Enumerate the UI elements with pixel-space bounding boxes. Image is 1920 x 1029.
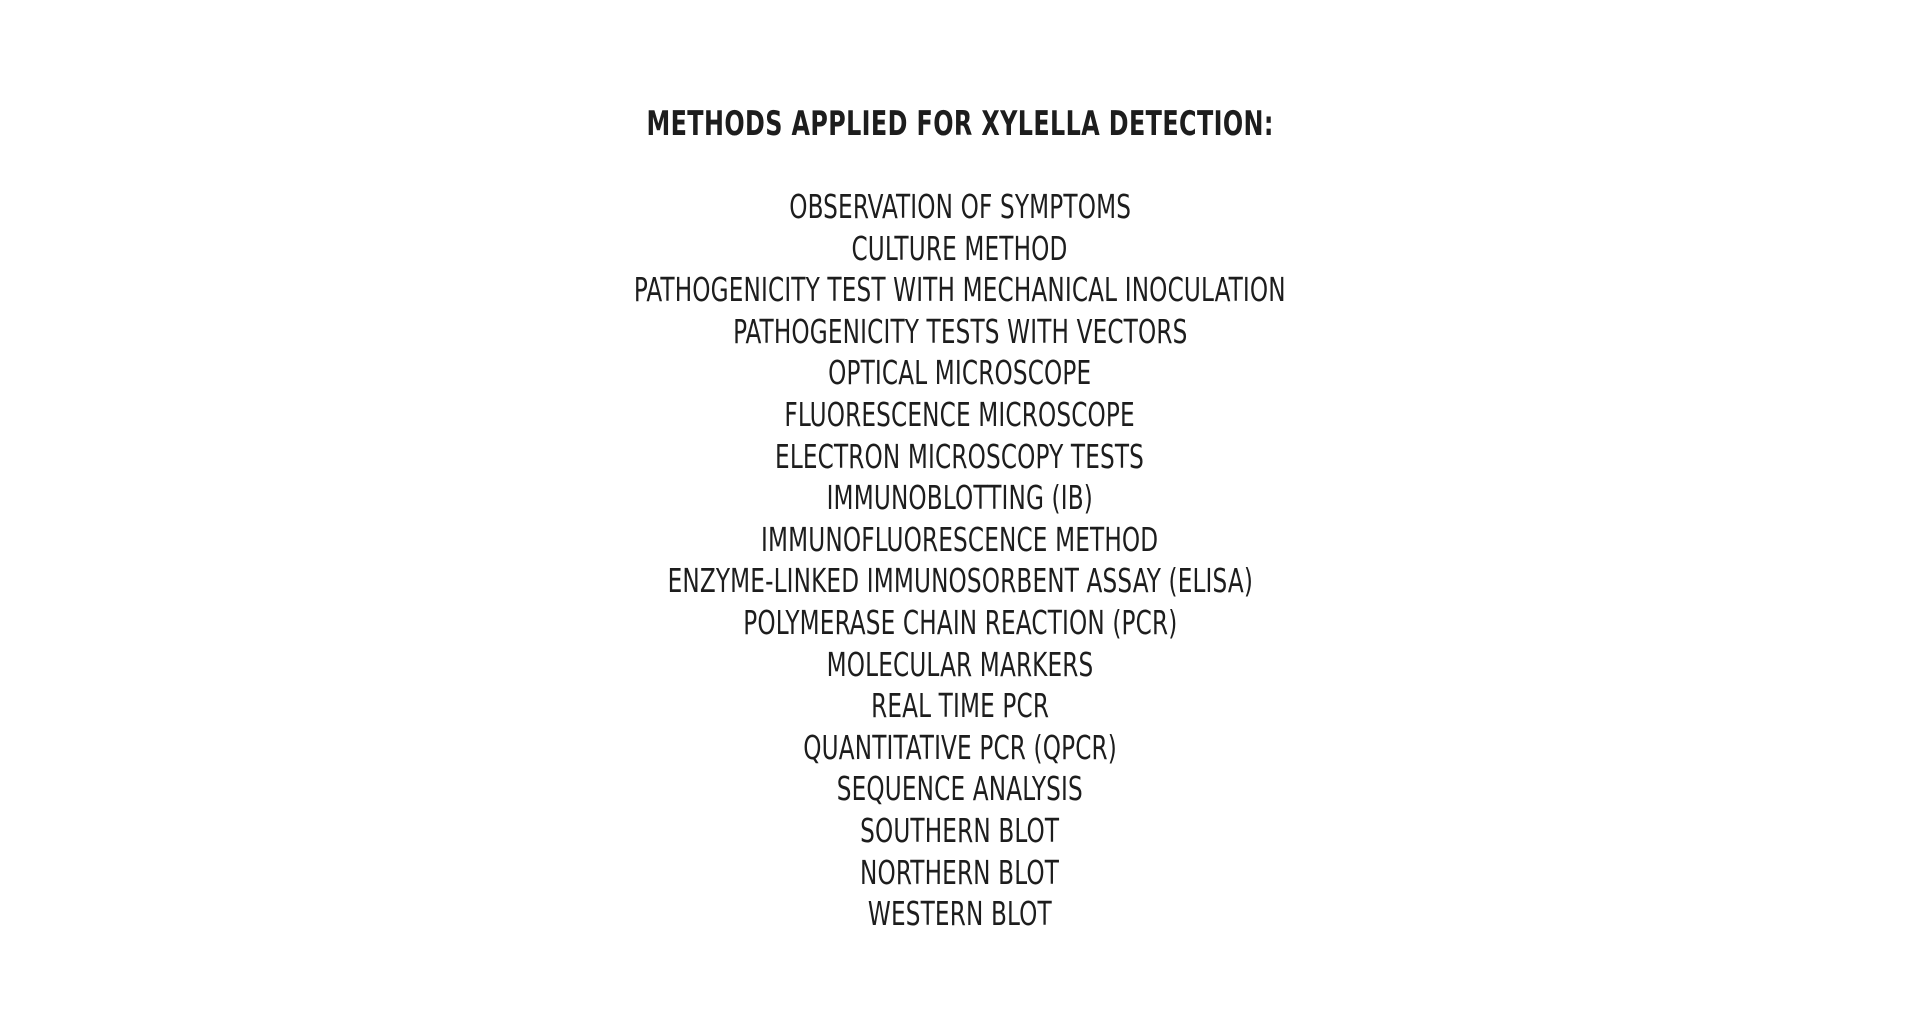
methods-list bbox=[542, 186, 1378, 935]
method-item: SOUTHERN BLOT bbox=[860, 810, 1060, 850]
method-item: WESTERN BLOT bbox=[868, 894, 1052, 934]
page-title: METHODS APPLIED FOR XYLELLA DETECTION: bbox=[646, 104, 1274, 144]
method-item: CULTURE METHOD bbox=[851, 228, 1069, 268]
method-item: ENZYME-LINKED IMMUNOSORBENT ASSAY (ELISA) bbox=[667, 561, 1253, 601]
method-item: SEQUENCE ANALYSIS bbox=[836, 769, 1084, 809]
method-item: NORTHERN BLOT bbox=[860, 852, 1060, 892]
method-item: OBSERVATION OF SYMPTOMS bbox=[789, 187, 1131, 226]
method-item: REAL TIME PCR bbox=[870, 686, 1049, 726]
method-item: PATHOGENICITY TESTS WITH VECTORS bbox=[732, 311, 1188, 351]
method-item: MOLECULAR MARKERS bbox=[826, 644, 1094, 684]
method-item: QUANTITATIVE PCR (QPCR) bbox=[803, 727, 1117, 767]
method-item: PATHOGENICITY TEST WITH MECHANICAL INOCULATION bbox=[634, 270, 1286, 310]
method-item: IMMUNOBLOTTING (IB) bbox=[826, 478, 1094, 518]
method-item: OPTICAL MICROSCOPE bbox=[828, 353, 1092, 393]
method-item: POLYMERASE CHAIN REACTION (PCR) bbox=[742, 602, 1178, 642]
method-item: FLUORESCENCE MICROSCOPE bbox=[784, 394, 1136, 434]
method-item: IMMUNOFLUORESCENCE METHOD bbox=[761, 519, 1159, 559]
method-item: ELECTRON MICROSCOPY TESTS bbox=[775, 436, 1145, 476]
